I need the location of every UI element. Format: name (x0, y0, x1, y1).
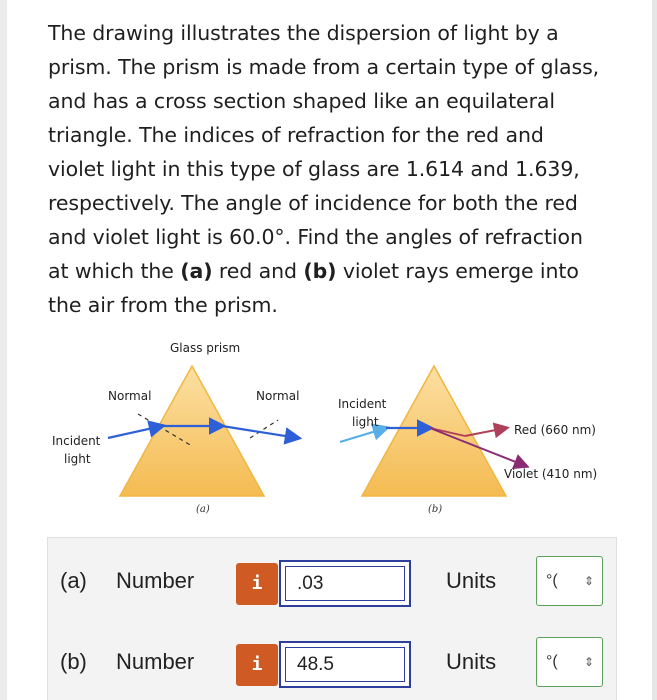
right-frame-edge (652, 0, 657, 700)
part-b-marker: (b) (303, 259, 337, 283)
answer-panel (47, 537, 617, 700)
problem-line: prism. The prism is made from a certain type of glass, (48, 55, 600, 79)
prism-dispersion-figure (40, 330, 620, 530)
part-a-marker: (a) (180, 259, 213, 283)
incident-light-label-left: light (64, 452, 91, 466)
prism-diagram (40, 330, 620, 530)
units-label-a: Units (446, 568, 497, 593)
incident-light-label-right: light (352, 415, 379, 429)
prism-right (362, 366, 506, 496)
incident-ray-right (340, 428, 386, 442)
units-value-a: °( (546, 572, 558, 589)
red-wavelength-label: Red (660 nm) (514, 423, 596, 437)
number-label-b: Number (116, 649, 195, 674)
problem-line: violet light in this type of glass are 1.614 and 1.639, (48, 157, 580, 181)
problem-line: and has a cross section shaped like an equilateral (48, 89, 555, 113)
glass-prism-label: Glass prism (170, 341, 241, 355)
problem-line: the air from the prism. (48, 293, 278, 317)
problem-line: and violet light is 60.0°. Find the angles of refraction (48, 225, 583, 249)
problem-line: The drawing illustrates the dispersion of light by a (48, 21, 559, 45)
chevron-updown-icon: ⇕ (583, 574, 594, 588)
left-frame-edge (0, 0, 7, 700)
part-label-a: (a) (60, 568, 87, 593)
units-select-b[interactable] (536, 637, 603, 687)
answer-row-b (48, 637, 618, 689)
incident-light-label-right: Incident (338, 397, 387, 411)
number-label-a: Number (116, 568, 195, 593)
part-label-b: (b) (60, 649, 87, 674)
emerging-ray-left (222, 426, 298, 438)
units-value-b: °( (546, 653, 558, 670)
units-select-a[interactable] (536, 556, 603, 606)
problem-line: at which the (a) red and (b) violet rays emerge into (48, 259, 579, 283)
problem-statement (48, 16, 618, 322)
units-label-b: Units (446, 649, 497, 674)
number-input-b[interactable]: 48.5 (279, 641, 411, 688)
normal-label-left: Normal (108, 389, 152, 403)
caption-b: (b) (428, 504, 443, 515)
problem-line: respectively. The angle of incidence for both the red (48, 191, 578, 215)
normal-line-left-exit (250, 420, 278, 438)
info-icon[interactable]: i (236, 644, 278, 686)
normal-label-right: Normal (256, 389, 300, 403)
answer-row-a (48, 556, 618, 608)
info-icon[interactable]: i (236, 563, 278, 605)
caption-a: (a) (196, 504, 210, 515)
violet-wavelength-label: Violet (410 nm) (504, 467, 598, 481)
number-input-a[interactable]: .03 (279, 560, 411, 607)
problem-line: triangle. The indices of refraction for the red and (48, 123, 544, 147)
incident-light-label-left: Incident (52, 434, 101, 448)
chevron-updown-icon: ⇕ (583, 655, 594, 669)
